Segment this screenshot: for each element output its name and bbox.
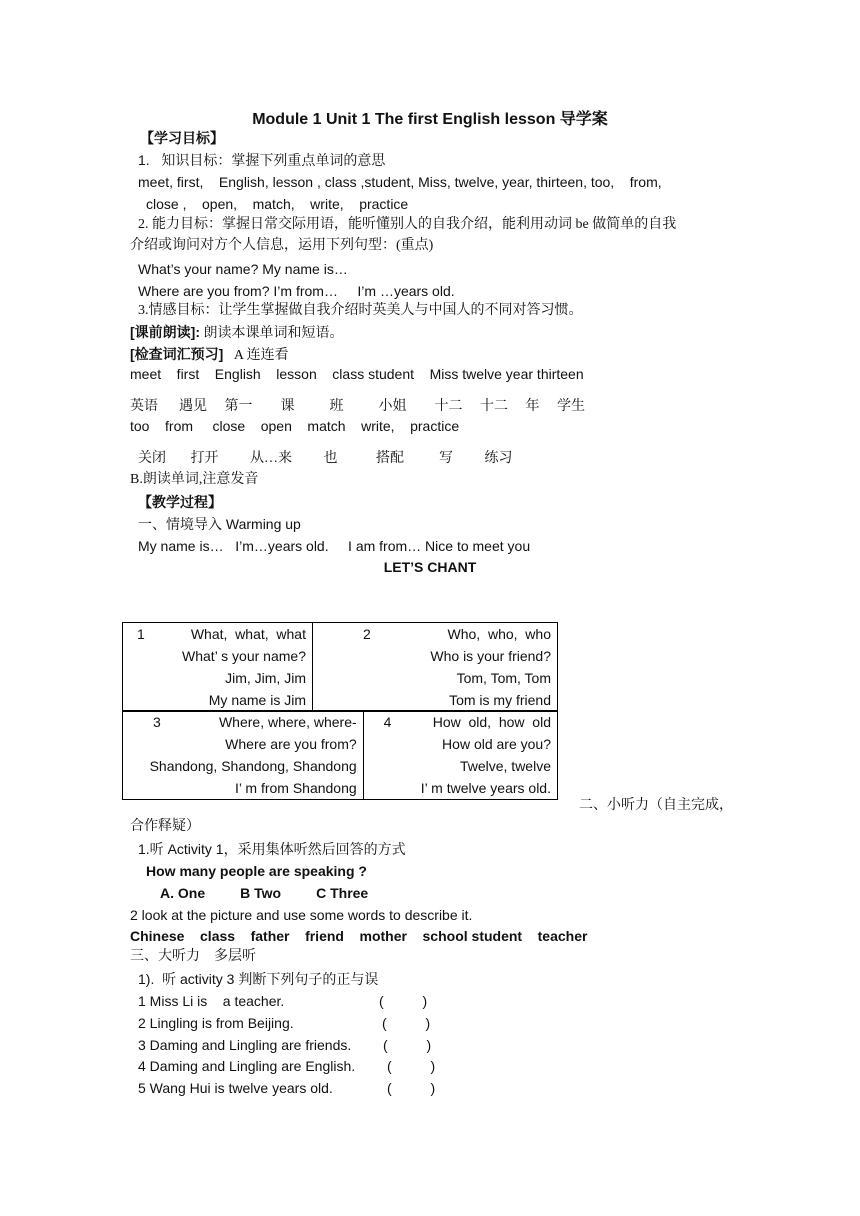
listening-task-2: 2 look at the picture and use some words to describe it.	[130, 907, 473, 923]
answer-blank[interactable]: ( )	[387, 1080, 436, 1096]
big-listening-task: 1). 听 activity 3 判断下列句子的正与误	[138, 971, 379, 987]
answer-blank[interactable]: ( )	[382, 1015, 431, 1031]
chant-line: Tom, Tom, Tom	[456, 670, 551, 686]
listening-task-1: 1.听 Activity 1，采用集体听然后回答的方式	[138, 841, 406, 857]
chant-cell-3	[123, 711, 364, 800]
true-false-item: 3 Daming and Lingling are friends.	[138, 1037, 352, 1053]
describe-word-list: Chinese class father friend mother school student teacher	[130, 928, 588, 944]
chant-line: What, what, what	[190, 626, 306, 642]
chant-line: What’ s your name?	[182, 648, 306, 664]
true-false-item: 1 Miss Li is a teacher.	[138, 993, 285, 1009]
goal-3: 3.情感目标：让学生掌握做自我介绍时英美人与中国人的不同对答习惯。	[138, 303, 583, 318]
answer-blank[interactable]: ( )	[383, 1037, 432, 1053]
chant-cell-4	[363, 711, 557, 800]
chant-line: Where are you from?	[225, 736, 357, 752]
true-false-item: 5 Wang Hui is twelve years old.	[138, 1080, 333, 1096]
goal-2-line-2: 介绍或询问对方个人信息，运用下列句型：(重点)	[130, 238, 434, 253]
sentence-pattern-2: Where are you from? I’m from… I’m …years old.	[138, 283, 455, 299]
objectives-heading: 【学习目标】	[140, 130, 224, 146]
vocab-line-2: close , open, match, write, practice	[146, 196, 409, 212]
chant-line: Shandong, Shandong, Shandong	[149, 758, 357, 774]
small-listening-heading-cont: 合作释疑）	[130, 819, 200, 834]
process-heading: 【教学过程】	[138, 494, 222, 510]
listening-question: How many people are speaking ?	[146, 863, 367, 879]
chant-line: My name is Jim	[208, 692, 306, 708]
goal-1: 1. 知识目标：掌握下列重点单词的意思	[138, 152, 386, 168]
warmup-line: My name is… I’m…years old. I am from… Nice to meet you	[138, 538, 531, 554]
chant-table-lower	[122, 710, 558, 800]
vocab-check-text: A 连连看	[223, 348, 289, 363]
answer-blank[interactable]: ( )	[387, 1058, 436, 1074]
chant-cell-1	[123, 623, 313, 712]
chant-line: Who is your friend?	[430, 648, 551, 664]
chant-line: Twelve, twelve	[459, 758, 551, 774]
chant-line: I’ m from Shandong	[235, 780, 357, 796]
true-false-item: 4 Daming and Lingling are English.	[138, 1058, 356, 1074]
chant-number-2: 2	[363, 626, 371, 642]
chant-table	[122, 622, 558, 712]
chant-number-4: 4	[383, 714, 392, 730]
match-chinese-row-2: 关闭 打开 从…来 也 搭配 写 练习	[138, 451, 513, 466]
goal-2-line-1: 2. 能力目标：掌握日常交际用语，能听懂别人的自我介绍，能利用动词 be 做简单的自我	[138, 217, 677, 232]
match-english-row-1: meet first English lesson class student Miss twelve year thirteen	[130, 366, 584, 382]
sentence-pattern-1: What’s your name? My name is…	[138, 261, 348, 277]
chant-number-1: 1	[137, 626, 145, 642]
small-listening-heading: 二、小听力（自主完成，	[579, 798, 733, 813]
page-title: Module 1 Unit 1 The first English lesson 导学案	[252, 111, 608, 128]
vocab-line-1: meet, first, English, lesson , class ,student, Miss, twelve, year, thirteen, too, from,	[138, 174, 662, 190]
pre-reading-line	[130, 323, 344, 343]
chant-line: Who, who, who	[447, 626, 551, 642]
vocab-check-line	[130, 345, 289, 365]
answer-options: A. One B Two C Three	[160, 885, 369, 901]
true-false-item: 2 Lingling is from Beijing.	[138, 1015, 294, 1031]
vocab-check-label: [检查词汇预习]	[130, 346, 224, 362]
chant-line: Where, where, where-	[218, 714, 357, 730]
chant-line: Jim, Jim, Jim	[225, 670, 306, 686]
read-aloud-task: B.朗读单词,注意发音	[130, 472, 259, 487]
chant-number-3: 3	[153, 714, 161, 730]
answer-blank[interactable]: ( )	[379, 993, 428, 1009]
big-listening-heading: 三、大听力 多层听	[130, 949, 256, 964]
chant-cell-2	[313, 623, 558, 712]
chant-line: I’ m twelve years old.	[420, 780, 551, 796]
pre-reading-label: [课前朗读]:	[130, 324, 200, 340]
match-chinese-row-1: 英语 遇见 第一 课 班 小姐 十二 十二 年 学生	[130, 399, 585, 414]
pre-reading-text: 朗读本课单词和短语。	[200, 326, 344, 341]
chant-title: LET’S CHANT	[383, 559, 477, 575]
chant-line: How old, how old	[432, 714, 551, 730]
chant-line: How old are you?	[442, 736, 551, 752]
warmup-heading: 一、情境导入 Warming up	[138, 516, 301, 532]
match-english-row-2: too from close open match write, practice	[130, 418, 460, 434]
chant-line: Tom is my friend	[449, 692, 551, 708]
